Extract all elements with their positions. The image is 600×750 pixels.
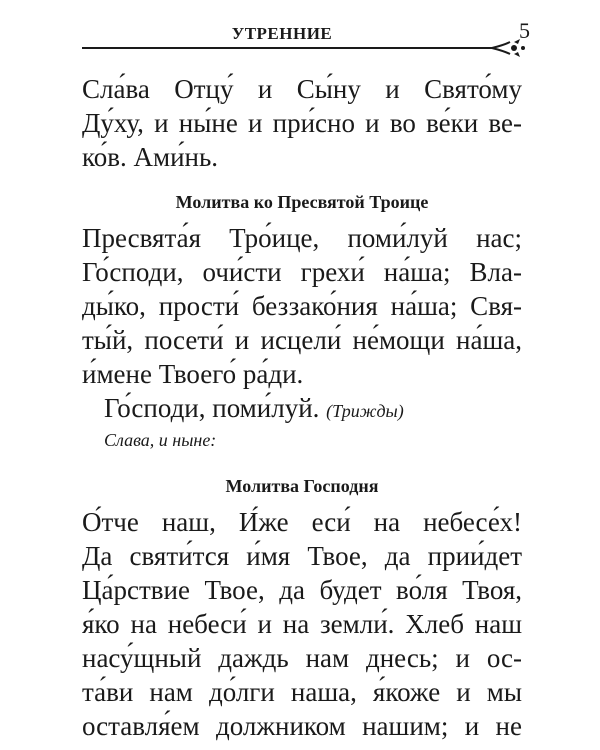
kyrie-text: Го́споди, поми́луй. bbox=[104, 393, 320, 423]
section-heading-trinity: Молитва ко Пресвятой Троице bbox=[175, 192, 429, 212]
text-line: Сла́ва Отцу́ и Сы́ну и Свято́му bbox=[82, 74, 522, 104]
text-line: О́тче наш, И́же еси́ на небесе́х! bbox=[82, 507, 522, 537]
header-rule bbox=[82, 47, 494, 49]
text-line: Да святи́тся и́мя Твое, да прии́дет bbox=[82, 541, 522, 571]
text-line: Пресвята́я Тро́ице, поми́луй нас; bbox=[82, 223, 522, 253]
ornament-flourish-icon bbox=[490, 38, 526, 58]
text-line: я́ко на небеси́ и на земли́. Хлеб наш bbox=[82, 609, 522, 639]
glory-paragraph bbox=[82, 72, 522, 174]
page-content bbox=[82, 72, 522, 743]
text-line: ко́в. Ами́нь. bbox=[82, 142, 219, 172]
text-line: насу́щный даждь нам днесь; и ос- bbox=[82, 643, 522, 673]
running-head bbox=[82, 18, 530, 48]
rubric-glory-now: Слава, и ныне: bbox=[104, 430, 217, 450]
kyrie-rubric: (Трижды) bbox=[326, 401, 404, 421]
text-line: Ца́рствие Твое, да будет во́ля Твоя, bbox=[82, 575, 522, 605]
kyrie-line bbox=[82, 391, 522, 428]
text-line: и́мене Твоего́ ра́ди. bbox=[82, 359, 304, 389]
text-line: та́ви нам до́лги наша, я́коже и мы bbox=[82, 677, 522, 707]
section-heading-lords-prayer: Молитва Господня bbox=[225, 476, 379, 496]
text-line: ды́ко, прости́ беззако́ния на́ша; Свя- bbox=[82, 291, 522, 321]
running-title: УТРЕННИЕ bbox=[231, 24, 333, 43]
text-line: Го́споди, очи́сти грехи́ на́ша; Вла- bbox=[82, 257, 522, 287]
text-line: оставля́ем должником нашим; и не bbox=[82, 711, 522, 741]
trinity-prayer-paragraph bbox=[82, 221, 522, 391]
page-number: 5 bbox=[519, 18, 530, 43]
text-line: Ду́ху, и ны́не и при́сно и во ве́ки ве- bbox=[82, 108, 522, 138]
text-line: ты́й, посети́ и исцели́ не́мощи на́ша, bbox=[82, 325, 522, 355]
lords-prayer-paragraph bbox=[82, 505, 522, 743]
